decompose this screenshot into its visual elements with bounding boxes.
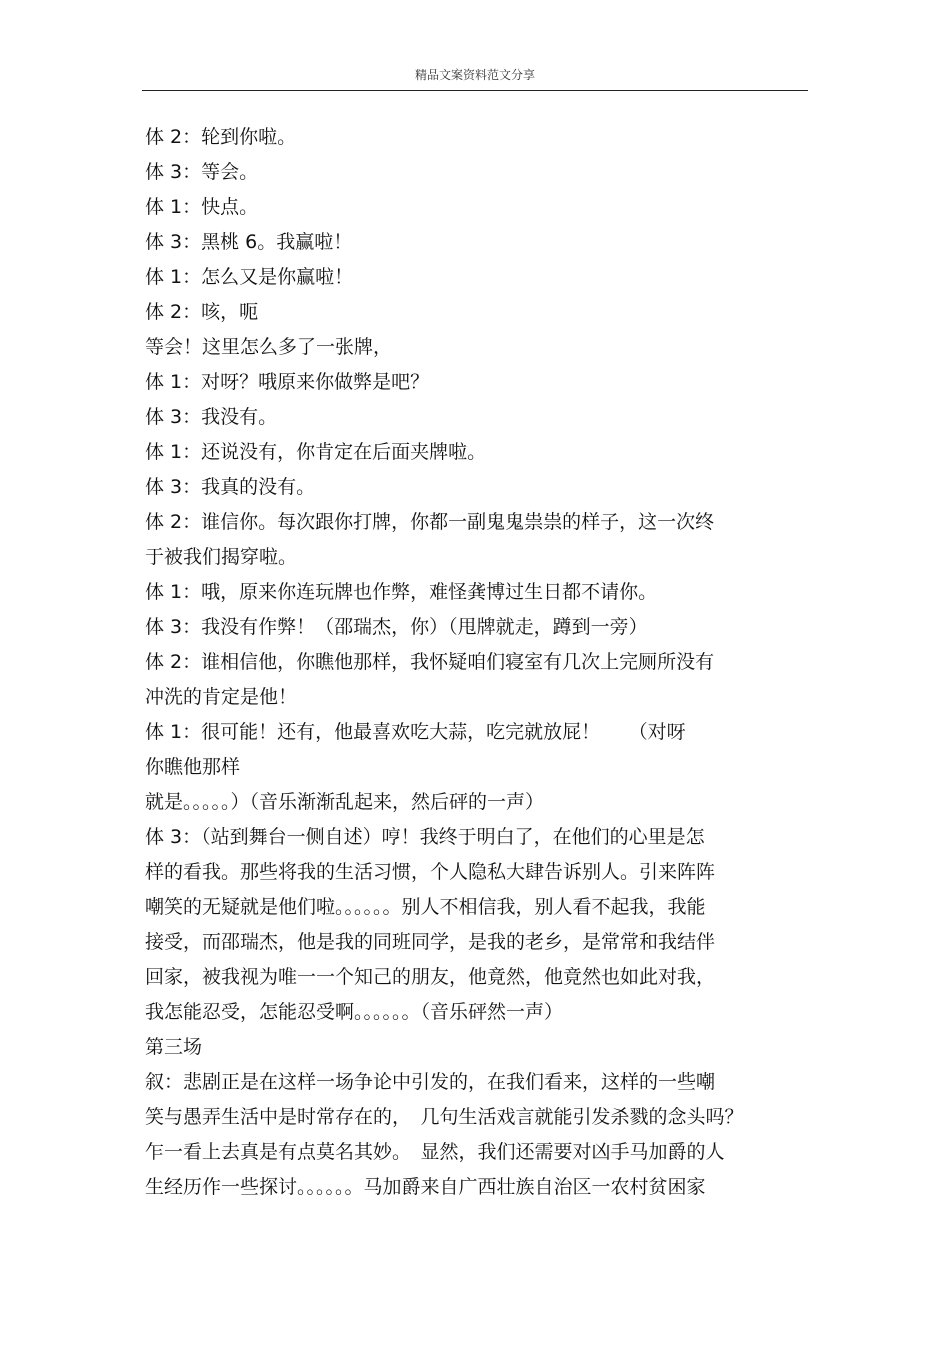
- text-line: 乍一看上去真是有点莫名其妙。 显然，我们还需要对凶手马加爵的人: [145, 1141, 725, 1163]
- text-line: 接受，而邵瑞杰，他是我的同班同学，是我的老乡，是常常和我结伴: [145, 931, 716, 953]
- text-line: 体 3：我真的没有。: [145, 476, 316, 498]
- text-line: 体 1：快点。: [145, 196, 259, 218]
- text-line: 于被我们揭穿啦。: [145, 546, 298, 568]
- text-line: 体 3：我没有作弊！（邵瑞杰，你）（甩牌就走，蹲到一旁）: [145, 616, 648, 638]
- text-line: 体 3：我没有。: [145, 406, 278, 428]
- document-body: [145, 120, 810, 1205]
- text-line: 体 1：怎么又是你赢啦！: [145, 266, 354, 288]
- text-line: 体 1：对呀？哦原来你做弊是吧？: [145, 371, 430, 393]
- text-line: 体 1：很可能！还有，他最喜欢吃大蒜，吃完就放屁！ （对呀: [145, 721, 686, 743]
- text-line: 叙：悲剧正是在这样一场争论中引发的，在我们看来，这样的一些嘲: [145, 1071, 716, 1093]
- text-line: 我怎能忍受，怎能忍受啊。。。。。。（音乐砰然一声）: [145, 1001, 564, 1023]
- text-line: 体 3：黑桃 6。我赢啦！: [145, 231, 353, 253]
- text-line: 体 2：轮到你啦。: [145, 126, 297, 148]
- text-line: 体 2：谁信你。每次跟你打牌，你都一副鬼鬼祟祟的样子，这一次终: [145, 511, 715, 533]
- text-line: 回家，被我视为唯一一个知己的朋友，他竟然，他竟然也如此对我，: [145, 966, 716, 988]
- header-divider: [142, 90, 808, 91]
- text-line: 笑与愚弄生活中是时常存在的， 几句生活戏言就能引发杀戮的念头吗？: [145, 1106, 744, 1128]
- text-line: 体 2：咳，呃: [145, 301, 259, 323]
- text-line: 体 3：（站到舞台一侧自述）哼！我终于明白了，在他们的心里是怎: [145, 826, 705, 848]
- text-line: 体 3：等会。: [145, 161, 259, 183]
- text-line: 体 1：哦，原来你连玩牌也作弊，难怪龚博过生日都不请你。: [145, 581, 658, 603]
- scene-heading: 第三场: [145, 1036, 203, 1058]
- text-line: 冲洗的肯定是他！: [145, 686, 298, 708]
- text-line: 体 1：还说没有，你肯定在后面夹牌啦。: [145, 441, 487, 463]
- text-line: 嘲笑的无疑就是他们啦。。。。。。别人不相信我，别人看不起我，我能: [145, 896, 706, 918]
- text-line: 你瞧他那样: [145, 756, 241, 778]
- text-line: 样的看我。那些将我的生活习惯，个人隐私大肆告诉别人。引来阵阵: [145, 861, 716, 883]
- text-line: 体 2：谁相信他，你瞧他那样，我怀疑咱们寝室有几次上完厕所没有: [145, 651, 715, 673]
- text-line: 就是。。。。。）（音乐渐渐乱起来，然后砰的一声）: [145, 791, 545, 813]
- page-header: 精品文案资料范文分享: [414, 68, 535, 82]
- text-line: 生经历作一些探讨。。。。。。马加爵来自广西壮族自治区一农村贫困家: [145, 1176, 706, 1198]
- text-line: 等会！这里怎么多了一张牌，: [145, 336, 393, 358]
